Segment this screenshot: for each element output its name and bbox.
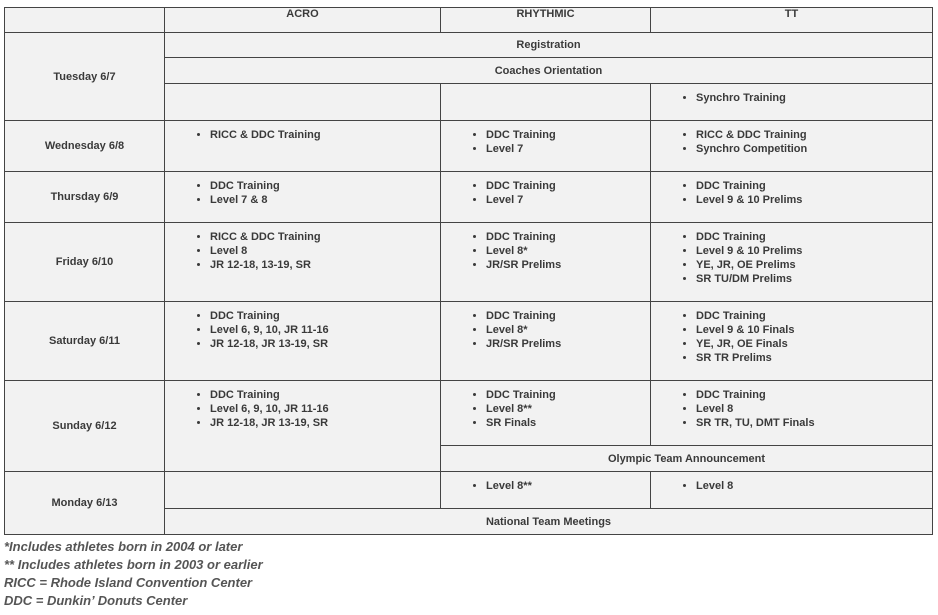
list-item: • Level 7 — [486, 193, 650, 207]
list-item: • SR Finals — [486, 416, 650, 430]
tue-tt-cell — [651, 84, 933, 121]
sat-tt-cell — [651, 302, 933, 381]
header-corner — [5, 8, 165, 33]
list-item: • Level 7 & 8 — [210, 193, 440, 207]
list-item: • Level 8* — [486, 323, 650, 337]
list-item: • DDC Training — [486, 388, 650, 402]
list-item: • SR TR, TU, DMT Finals — [696, 416, 932, 430]
list-item: • DDC Training — [210, 309, 440, 323]
footnote: RICC = Rhode Island Convention Center — [4, 575, 253, 590]
fri-rhythmic-cell — [441, 223, 651, 302]
national-meetings-cell: National Team Meetings — [165, 509, 933, 535]
thu-rhythmic-cell — [441, 172, 651, 223]
day-friday: Friday 6/10 — [5, 223, 165, 302]
tue-rhythmic-cell — [441, 84, 651, 121]
list-item: • Level 9 & 10 Prelims — [696, 244, 932, 258]
list-item: • DDC Training — [696, 179, 932, 193]
list-item: • Level 7 — [486, 142, 650, 156]
list-item: • YE, JR, OE Prelims — [696, 258, 932, 272]
day-monday: Monday 6/13 — [5, 472, 165, 535]
sun-tt-cell — [651, 381, 933, 446]
list-item: • DDC Training — [210, 179, 440, 193]
mon-rhythmic-cell — [441, 472, 651, 509]
day-wednesday: Wednesday 6/8 — [5, 121, 165, 172]
list-item: • Level 6, 9, 10, JR 11-16 — [210, 402, 440, 416]
list-item: • Level 8** — [486, 402, 650, 416]
tue-acro-cell — [165, 84, 441, 121]
list-item: • SR TR Prelims — [696, 351, 932, 365]
list-item: • RICC & DDC Training — [696, 128, 932, 142]
list-item: • Level 8* — [486, 244, 650, 258]
list-item: • DDC Training — [486, 230, 650, 244]
list-item: • JR 12-18, JR 13-19, SR — [210, 416, 440, 430]
list-item: • DDC Training — [210, 388, 440, 402]
day-sunday: Sunday 6/12 — [5, 381, 165, 472]
list-item: • Synchro Competition — [696, 142, 932, 156]
list-item: • Level 8** — [486, 479, 650, 493]
sun-acro-cell — [165, 381, 441, 472]
wed-rhythmic-cell — [441, 121, 651, 172]
header-row — [5, 8, 933, 33]
header-rhythmic: RHYTHMIC — [441, 8, 651, 33]
list-item: • DDC Training — [696, 230, 932, 244]
list-item: • DDC Training — [486, 179, 650, 193]
footnote: *Includes athletes born in 2004 or later — [4, 539, 243, 554]
day-tuesday: Tuesday 6/7 — [5, 33, 165, 121]
list-item: • SR TU/DM Prelims — [696, 272, 932, 286]
thu-acro-cell — [165, 172, 441, 223]
fri-acro-cell — [165, 223, 441, 302]
list-item: • JR 12-18, 13-19, SR — [210, 258, 440, 272]
mon-tt-cell — [651, 472, 933, 509]
list-item: • RICC & DDC Training — [210, 230, 440, 244]
list-item: • RICC & DDC Training — [210, 128, 440, 142]
olympic-announcement-cell: Olympic Team Announcement — [441, 446, 933, 472]
sat-rhythmic-cell — [441, 302, 651, 381]
list-item: • YE, JR, OE Finals — [696, 337, 932, 351]
day-thursday: Thursday 6/9 — [5, 172, 165, 223]
list-item: • Level 9 & 10 Prelims — [696, 193, 932, 207]
wed-acro-cell — [165, 121, 441, 172]
thu-tt-cell — [651, 172, 933, 223]
list-item: • Level 8 — [210, 244, 440, 258]
footnote: ** Includes athletes born in 2003 or earlier — [4, 557, 263, 572]
list-item: • JR 12-18, JR 13-19, SR — [210, 337, 440, 351]
footnotes — [4, 538, 263, 610]
wed-tt-cell — [651, 121, 933, 172]
list-item: • JR/SR Prelims — [486, 337, 650, 351]
list-item: • JR/SR Prelims — [486, 258, 650, 272]
sun-rhythmic-cell — [441, 381, 651, 446]
list-item: • DDC Training — [696, 309, 932, 323]
sat-acro-cell — [165, 302, 441, 381]
footnote: DDC = Dunkin’ Donuts Center — [4, 593, 188, 608]
list-item: • DDC Training — [696, 388, 932, 402]
coaches-orientation-cell: Coaches Orientation — [165, 58, 933, 84]
list-item: • DDC Training — [486, 128, 650, 142]
header-tt: TT — [651, 8, 933, 33]
day-saturday: Saturday 6/11 — [5, 302, 165, 381]
registration-cell: Registration — [165, 33, 933, 58]
header-acro: ACRO — [165, 8, 441, 33]
schedule-table — [4, 7, 933, 535]
list-item: • Level 6, 9, 10, JR 11-16 — [210, 323, 440, 337]
list-item: • DDC Training — [486, 309, 650, 323]
list-item: • Level 8 — [696, 402, 932, 416]
fri-tt-cell — [651, 223, 933, 302]
list-item: • Level 9 & 10 Finals — [696, 323, 932, 337]
list-item: • Synchro Training — [696, 91, 932, 105]
list-item: • Level 8 — [696, 479, 932, 493]
mon-acro-cell — [165, 472, 441, 509]
